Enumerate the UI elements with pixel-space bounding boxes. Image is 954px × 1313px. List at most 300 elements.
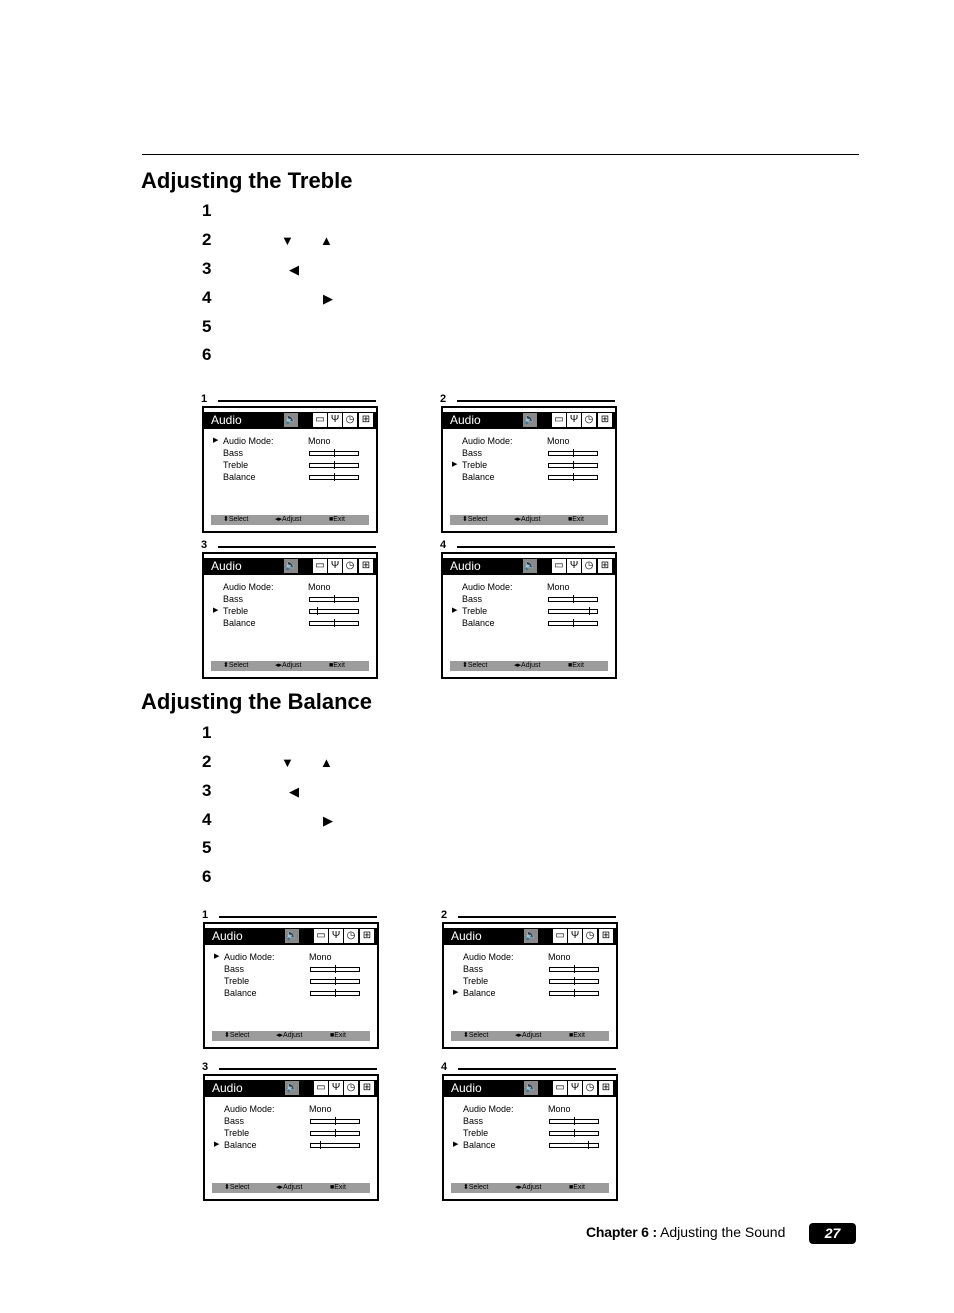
gift-icon: ⊞ bbox=[598, 413, 612, 427]
row-label: Balance bbox=[463, 988, 496, 998]
footer-exit-label: Exit bbox=[573, 1184, 585, 1191]
updown-icon: ⬍ bbox=[224, 1032, 230, 1039]
stop-square-icon: ■ bbox=[568, 662, 573, 669]
row-label: Audio Mode: bbox=[224, 1104, 275, 1114]
section-title-treble: Adjusting the Treble bbox=[141, 168, 353, 193]
menu-row-audio-mode bbox=[205, 1103, 377, 1115]
audio-menu-screenshot bbox=[201, 393, 378, 531]
step-number: 1 bbox=[202, 201, 212, 220]
panel-top-line bbox=[458, 1068, 616, 1070]
panel-number: 1 bbox=[201, 393, 208, 405]
selection-pointer-icon: ▶ bbox=[213, 607, 219, 614]
menu-title: Audio bbox=[211, 413, 242, 427]
down-arrow-icon: ▼ bbox=[281, 233, 294, 248]
audio-menu-screenshot bbox=[202, 1061, 379, 1199]
row-label: Bass bbox=[224, 1116, 245, 1126]
footer-exit-label: Exit bbox=[334, 1032, 346, 1039]
row-label: Treble bbox=[462, 606, 488, 616]
footer-adjust-label: Adjust bbox=[283, 1032, 303, 1039]
audio-menu-screenshot bbox=[441, 909, 618, 1047]
audio-menu-screenshot bbox=[441, 1061, 618, 1199]
footer-adjust bbox=[275, 661, 302, 671]
footer-select bbox=[463, 1183, 488, 1193]
footer-exit-label: Exit bbox=[333, 516, 345, 523]
treble-slider bbox=[309, 609, 359, 614]
menu-row-bass bbox=[443, 593, 615, 605]
menu-row-bass bbox=[444, 963, 616, 975]
row-label: Bass bbox=[224, 964, 245, 974]
step-number: 3 bbox=[202, 259, 212, 278]
panel-top-line bbox=[219, 916, 377, 918]
selection-pointer-icon: ▶ bbox=[453, 1141, 459, 1148]
row-label: Treble bbox=[462, 460, 488, 470]
footer-select bbox=[462, 515, 487, 525]
treble-slider bbox=[309, 463, 359, 468]
slider-marker bbox=[574, 965, 575, 973]
row-label: Audio Mode: bbox=[223, 582, 274, 592]
bass-slider bbox=[549, 967, 599, 972]
selection-pointer-icon: ▶ bbox=[452, 461, 458, 468]
stop-square-icon: ■ bbox=[569, 1032, 574, 1039]
speaker-icon: 🔈 bbox=[285, 930, 299, 941]
menu-row-balance bbox=[444, 1139, 616, 1151]
menu-footer bbox=[211, 515, 369, 525]
footer-select-label: Select bbox=[228, 662, 249, 669]
menu-footer bbox=[450, 515, 608, 525]
menu-row-treble bbox=[205, 1127, 377, 1139]
tv-screen bbox=[203, 1074, 379, 1201]
panel-number: 3 bbox=[201, 539, 208, 551]
tv-screen bbox=[441, 406, 617, 533]
clock-icon: ◷ bbox=[344, 929, 358, 943]
footer-adjust-label: Adjust bbox=[521, 516, 541, 523]
stop-square-icon: ■ bbox=[569, 1184, 574, 1191]
antenna-icon: Ψ bbox=[328, 413, 342, 427]
panel-top-line bbox=[218, 546, 376, 548]
clock-icon: ◷ bbox=[343, 559, 357, 573]
slider-marker bbox=[334, 619, 335, 627]
tv-icon: ▭ bbox=[313, 559, 327, 573]
step-number: 5 bbox=[202, 317, 212, 336]
gift-icon: ⊞ bbox=[599, 1081, 613, 1095]
menu-footer bbox=[212, 1031, 370, 1041]
row-label: Balance bbox=[462, 618, 495, 628]
stop-square-icon: ■ bbox=[329, 662, 334, 669]
antenna-icon: Ψ bbox=[329, 1081, 343, 1095]
antenna-icon: Ψ bbox=[568, 929, 582, 943]
up-arrow-icon: ▲ bbox=[320, 233, 333, 248]
step-number: 4 bbox=[202, 288, 212, 307]
panel-number: 4 bbox=[440, 539, 447, 551]
menu-row-treble bbox=[204, 459, 376, 471]
row-label: Treble bbox=[463, 1128, 489, 1138]
footer-exit bbox=[329, 515, 345, 525]
footer-adjust bbox=[276, 1031, 303, 1041]
down-arrow-icon: ▼ bbox=[281, 755, 294, 770]
menu-row-treble bbox=[443, 605, 615, 617]
treble-slider bbox=[548, 609, 598, 614]
page-number: 27 bbox=[809, 1223, 856, 1244]
updown-icon: ⬍ bbox=[462, 516, 468, 523]
footer-adjust bbox=[515, 1031, 542, 1041]
menu-footer bbox=[451, 1031, 609, 1041]
row-label: Treble bbox=[223, 460, 249, 470]
audio-mode-value: Mono bbox=[309, 1104, 332, 1114]
footer-adjust bbox=[515, 1183, 542, 1193]
footer-select-label: Select bbox=[468, 1184, 489, 1191]
row-label: Audio Mode: bbox=[462, 582, 513, 592]
selection-pointer-icon: ▶ bbox=[214, 953, 220, 960]
updown-icon: ⬍ bbox=[223, 662, 229, 669]
footer-adjust bbox=[514, 515, 541, 525]
selection-pointer-icon: ▶ bbox=[214, 1141, 220, 1148]
footer-exit bbox=[568, 661, 584, 671]
clock-icon: ◷ bbox=[344, 1081, 358, 1095]
menu-row-balance bbox=[444, 987, 616, 999]
audio-menu-screenshot bbox=[440, 393, 617, 531]
panel-number: 2 bbox=[440, 393, 447, 405]
row-label: Balance bbox=[224, 988, 257, 998]
bass-slider bbox=[549, 1119, 599, 1124]
menu-title: Audio bbox=[451, 1081, 482, 1095]
leftright-icon: ◂▸ bbox=[514, 516, 522, 523]
menu-footer bbox=[451, 1183, 609, 1193]
chapter-title: Adjusting the Sound bbox=[660, 1224, 786, 1240]
updown-icon: ⬍ bbox=[224, 1184, 230, 1191]
updown-icon: ⬍ bbox=[223, 516, 229, 523]
audio-mode-value: Mono bbox=[547, 436, 570, 446]
balance-slider bbox=[310, 991, 360, 996]
slider-marker bbox=[334, 595, 335, 603]
panel-top-line bbox=[457, 546, 615, 548]
row-label: Audio Mode: bbox=[462, 436, 513, 446]
row-label: Audio Mode: bbox=[224, 952, 275, 962]
slider-marker bbox=[335, 977, 336, 985]
left-arrow-icon: ◀ bbox=[289, 262, 299, 277]
step-number: 2 bbox=[202, 752, 212, 771]
menu-row-treble bbox=[205, 975, 377, 987]
right-arrow-icon: ▶ bbox=[323, 291, 333, 306]
menu-title: Audio bbox=[212, 929, 243, 943]
slider-marker bbox=[334, 449, 335, 457]
menu-row-balance bbox=[204, 617, 376, 629]
row-label: Treble bbox=[463, 976, 489, 986]
balance-slider bbox=[310, 1143, 360, 1148]
speaker-icon: 🔈 bbox=[285, 1082, 299, 1093]
row-label: Treble bbox=[224, 1128, 250, 1138]
footer-select bbox=[223, 515, 248, 525]
tv-icon: ▭ bbox=[313, 413, 327, 427]
menu-row-treble bbox=[204, 605, 376, 617]
antenna-icon: Ψ bbox=[568, 1081, 582, 1095]
gift-icon: ⊞ bbox=[359, 559, 373, 573]
footer-select bbox=[224, 1183, 249, 1193]
slider-marker bbox=[335, 965, 336, 973]
updown-icon: ⬍ bbox=[463, 1032, 469, 1039]
bass-slider bbox=[548, 597, 598, 602]
speaker-icon: 🔈 bbox=[284, 560, 298, 571]
selection-pointer-icon: ▶ bbox=[453, 989, 459, 996]
selection-pointer-icon: ▶ bbox=[213, 437, 219, 444]
menu-row-balance bbox=[205, 987, 377, 999]
tv-icon: ▭ bbox=[553, 1081, 567, 1095]
panel-number: 4 bbox=[441, 1061, 448, 1073]
stop-square-icon: ■ bbox=[330, 1032, 335, 1039]
footer-adjust-label: Adjust bbox=[283, 1184, 303, 1191]
menu-header bbox=[205, 1080, 377, 1097]
step-number: 3 bbox=[202, 781, 212, 800]
panel-top-line bbox=[218, 400, 376, 402]
footer-select bbox=[463, 1031, 488, 1041]
footer-select-label: Select bbox=[467, 516, 488, 523]
chapter-label: Chapter 6 : bbox=[586, 1224, 657, 1240]
menu-row-treble bbox=[444, 975, 616, 987]
leftright-icon: ◂▸ bbox=[514, 662, 522, 669]
menu-row-balance bbox=[443, 471, 615, 483]
treble-slider bbox=[310, 979, 360, 984]
row-label: Audio Mode: bbox=[223, 436, 274, 446]
clock-icon: ◷ bbox=[582, 413, 596, 427]
audio-menu-screenshot bbox=[202, 909, 379, 1047]
footer-exit-label: Exit bbox=[572, 516, 584, 523]
tv-icon: ▭ bbox=[553, 929, 567, 943]
menu-row-audio-mode bbox=[205, 951, 377, 963]
footer-select-label: Select bbox=[468, 1032, 489, 1039]
menu-header bbox=[443, 412, 615, 429]
footer-exit-label: Exit bbox=[333, 662, 345, 669]
header-rule bbox=[142, 154, 859, 155]
speaker-icon: 🔈 bbox=[524, 930, 538, 941]
slider-marker bbox=[574, 977, 575, 985]
footer-adjust-label: Adjust bbox=[522, 1184, 542, 1191]
antenna-icon: Ψ bbox=[328, 559, 342, 573]
row-label: Balance bbox=[223, 618, 256, 628]
balance-slider bbox=[549, 1143, 599, 1148]
gift-icon: ⊞ bbox=[598, 559, 612, 573]
menu-row-bass bbox=[204, 447, 376, 459]
slider-marker bbox=[573, 619, 574, 627]
antenna-icon: Ψ bbox=[567, 559, 581, 573]
menu-row-treble bbox=[443, 459, 615, 471]
footer-exit bbox=[329, 661, 345, 671]
audio-mode-value: Mono bbox=[308, 436, 331, 446]
slider-marker bbox=[317, 607, 318, 615]
panel-top-line bbox=[458, 916, 616, 918]
row-label: Bass bbox=[462, 448, 483, 458]
slider-marker bbox=[573, 473, 574, 481]
row-label: Bass bbox=[462, 594, 483, 604]
slider-marker bbox=[335, 1117, 336, 1125]
step-number: 5 bbox=[202, 838, 212, 857]
audio-menu-screenshot bbox=[440, 539, 617, 677]
tv-screen bbox=[203, 922, 379, 1049]
footer-adjust bbox=[514, 661, 541, 671]
menu-row-audio-mode bbox=[204, 435, 376, 447]
footer-select-label: Select bbox=[229, 1184, 250, 1191]
chapter-footer bbox=[586, 1224, 785, 1240]
slider-marker bbox=[335, 1129, 336, 1137]
menu-row-audio-mode bbox=[444, 951, 616, 963]
bass-slider bbox=[309, 451, 359, 456]
menu-title: Audio bbox=[211, 559, 242, 573]
tv-screen bbox=[441, 552, 617, 679]
footer-select bbox=[223, 661, 248, 671]
panel-number: 2 bbox=[441, 909, 448, 921]
row-label: Audio Mode: bbox=[463, 952, 514, 962]
up-arrow-icon: ▲ bbox=[320, 755, 333, 770]
speaker-icon: 🔈 bbox=[523, 560, 537, 571]
bass-slider bbox=[548, 451, 598, 456]
balance-slider bbox=[548, 621, 598, 626]
footer-select-label: Select bbox=[228, 516, 249, 523]
menu-row-bass bbox=[205, 1115, 377, 1127]
panel-number: 1 bbox=[202, 909, 209, 921]
treble-slider bbox=[549, 1131, 599, 1136]
menu-row-bass bbox=[204, 593, 376, 605]
menu-footer bbox=[211, 661, 369, 671]
stop-square-icon: ■ bbox=[568, 516, 573, 523]
menu-header bbox=[443, 558, 615, 575]
leftright-icon: ◂▸ bbox=[275, 516, 283, 523]
audio-mode-value: Mono bbox=[548, 1104, 571, 1114]
tv-icon: ▭ bbox=[552, 559, 566, 573]
tv-icon: ▭ bbox=[314, 1081, 328, 1095]
slider-marker bbox=[573, 595, 574, 603]
menu-row-audio-mode bbox=[444, 1103, 616, 1115]
menu-row-bass bbox=[444, 1115, 616, 1127]
row-label: Bass bbox=[463, 1116, 484, 1126]
clock-icon: ◷ bbox=[582, 559, 596, 573]
menu-row-treble bbox=[444, 1127, 616, 1139]
menu-title: Audio bbox=[451, 929, 482, 943]
audio-mode-value: Mono bbox=[309, 952, 332, 962]
step-number: 4 bbox=[202, 810, 212, 829]
audio-mode-value: Mono bbox=[547, 582, 570, 592]
menu-row-bass bbox=[443, 447, 615, 459]
tv-icon: ▭ bbox=[314, 929, 328, 943]
speaker-icon: 🔈 bbox=[524, 1082, 538, 1093]
step-number: 6 bbox=[202, 867, 212, 886]
row-label: Balance bbox=[463, 1140, 496, 1150]
leftright-icon: ◂▸ bbox=[515, 1032, 523, 1039]
slider-marker bbox=[573, 449, 574, 457]
menu-header bbox=[444, 928, 616, 945]
step-number: 1 bbox=[202, 723, 212, 742]
menu-title: Audio bbox=[450, 559, 481, 573]
row-label: Balance bbox=[224, 1140, 257, 1150]
footer-exit-label: Exit bbox=[572, 662, 584, 669]
leftright-icon: ◂▸ bbox=[276, 1032, 284, 1039]
menu-row-bass bbox=[205, 963, 377, 975]
leftright-icon: ◂▸ bbox=[275, 662, 283, 669]
menu-row-audio-mode bbox=[204, 581, 376, 593]
panel-number: 3 bbox=[202, 1061, 209, 1073]
footer-select-label: Select bbox=[467, 662, 488, 669]
footer-exit bbox=[330, 1183, 346, 1193]
panel-top-line bbox=[219, 1068, 377, 1070]
balance-slider bbox=[549, 991, 599, 996]
slider-marker bbox=[573, 461, 574, 469]
menu-header bbox=[205, 928, 377, 945]
antenna-icon: Ψ bbox=[567, 413, 581, 427]
panel-top-line bbox=[457, 400, 615, 402]
footer-select-label: Select bbox=[229, 1032, 250, 1039]
speaker-icon: 🔈 bbox=[523, 414, 537, 425]
balance-slider bbox=[309, 475, 359, 480]
updown-icon: ⬍ bbox=[463, 1184, 469, 1191]
menu-row-audio-mode bbox=[443, 435, 615, 447]
treble-slider bbox=[548, 463, 598, 468]
footer-exit-label: Exit bbox=[573, 1032, 585, 1039]
footer-exit bbox=[569, 1183, 585, 1193]
row-label: Bass bbox=[223, 448, 244, 458]
tv-icon: ▭ bbox=[552, 413, 566, 427]
gift-icon: ⊞ bbox=[359, 413, 373, 427]
row-label: Balance bbox=[462, 472, 495, 482]
row-label: Treble bbox=[223, 606, 249, 616]
slider-marker bbox=[574, 1117, 575, 1125]
tv-screen bbox=[202, 552, 378, 679]
gift-icon: ⊞ bbox=[360, 929, 374, 943]
gift-icon: ⊞ bbox=[360, 1081, 374, 1095]
footer-select bbox=[224, 1031, 249, 1041]
footer-adjust-label: Adjust bbox=[282, 516, 302, 523]
bass-slider bbox=[310, 967, 360, 972]
tv-screen bbox=[442, 1074, 618, 1201]
audio-menu-screenshot bbox=[201, 539, 378, 677]
menu-row-balance bbox=[443, 617, 615, 629]
step-number: 2 bbox=[202, 230, 212, 249]
audio-mode-value: Mono bbox=[548, 952, 571, 962]
menu-row-balance bbox=[204, 471, 376, 483]
slider-marker bbox=[320, 1141, 321, 1149]
balance-slider bbox=[309, 621, 359, 626]
gift-icon: ⊞ bbox=[599, 929, 613, 943]
row-label: Bass bbox=[223, 594, 244, 604]
tv-screen bbox=[202, 406, 378, 533]
menu-title: Audio bbox=[212, 1081, 243, 1095]
right-arrow-icon: ▶ bbox=[323, 813, 333, 828]
menu-header bbox=[204, 558, 376, 575]
step-number: 6 bbox=[202, 345, 212, 364]
footer-exit bbox=[330, 1031, 346, 1041]
footer-exit bbox=[569, 1031, 585, 1041]
clock-icon: ◷ bbox=[583, 929, 597, 943]
slider-marker bbox=[588, 1141, 589, 1149]
selection-pointer-icon: ▶ bbox=[452, 607, 458, 614]
tv-screen bbox=[442, 922, 618, 1049]
stop-square-icon: ■ bbox=[329, 516, 334, 523]
treble-slider bbox=[549, 979, 599, 984]
footer-adjust-label: Adjust bbox=[522, 1032, 542, 1039]
left-arrow-icon: ◀ bbox=[289, 784, 299, 799]
balance-slider bbox=[548, 475, 598, 480]
clock-icon: ◷ bbox=[583, 1081, 597, 1095]
menu-row-balance bbox=[205, 1139, 377, 1151]
footer-adjust-label: Adjust bbox=[521, 662, 541, 669]
leftright-icon: ◂▸ bbox=[276, 1184, 284, 1191]
row-label: Balance bbox=[223, 472, 256, 482]
menu-footer bbox=[212, 1183, 370, 1193]
row-label: Treble bbox=[224, 976, 250, 986]
bass-slider bbox=[310, 1119, 360, 1124]
slider-marker bbox=[334, 473, 335, 481]
menu-row-audio-mode bbox=[443, 581, 615, 593]
footer-adjust-label: Adjust bbox=[282, 662, 302, 669]
clock-icon: ◷ bbox=[343, 413, 357, 427]
treble-slider bbox=[310, 1131, 360, 1136]
slider-marker bbox=[335, 989, 336, 997]
